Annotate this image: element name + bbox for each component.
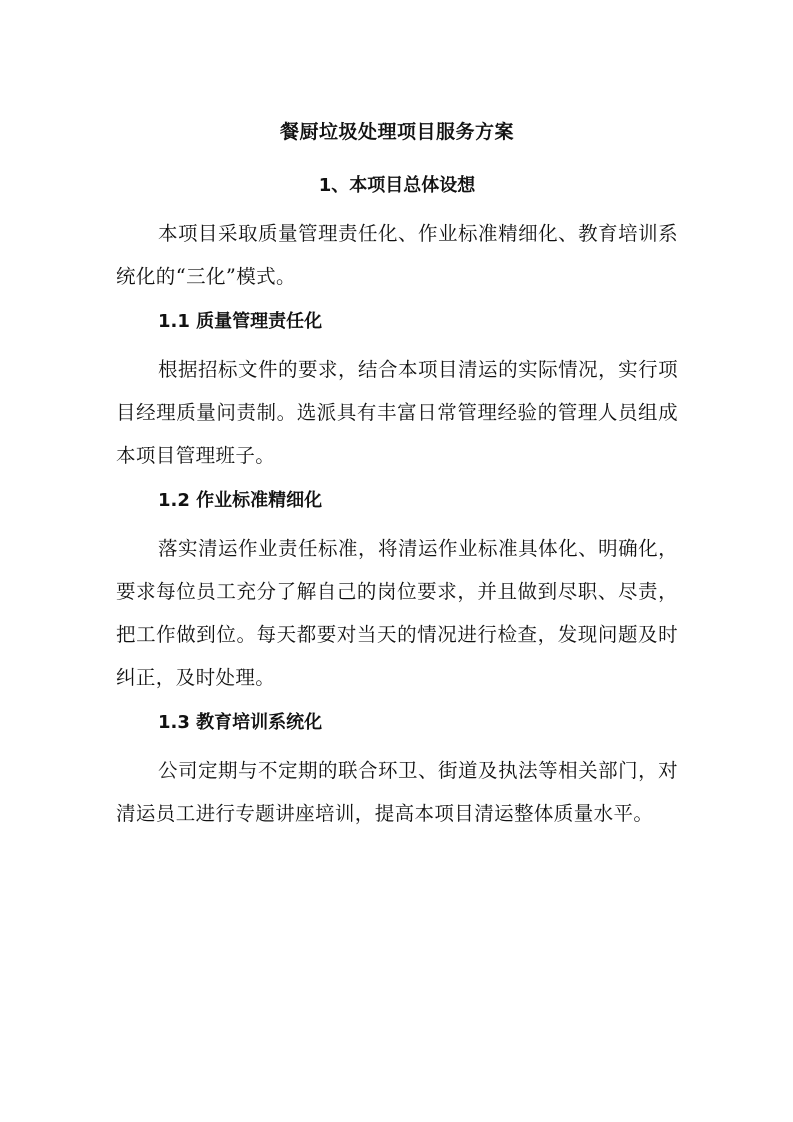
document-title: 餐厨垃圾处理项目服务方案 xyxy=(279,121,514,143)
section-heading-1: 1、本项目总体设想 xyxy=(318,175,476,196)
subsection-paragraph-1-1: 根据招标文件的要求，结合本项目清运的实际情况，实行项目经理质量问责制。选派具有丰富日常管理经验的管理人员组成本项目管理班子。 xyxy=(116,358,678,467)
subsection-heading-1-3: 1.3 教育培训系统化 xyxy=(158,712,323,733)
subsection-paragraph-1-3: 公司定期与不定期的联合环卫、街道及执法等相关部门，对清运员工进行专题讲座培训，提高本项目清运整体质量水平。 xyxy=(116,759,678,825)
subsection-heading-1-1: 1.1 质量管理责任化 xyxy=(158,311,323,332)
document-page xyxy=(116,118,678,837)
section-intro-paragraph: 本项目采取质量管理责任化、作业标准精细化、教育培训系统化的“三化”模式。 xyxy=(116,222,678,288)
subsection-heading-1-2: 1.2 作业标准精细化 xyxy=(158,490,323,511)
subsection-paragraph-1-2: 落实清运作业责任标准，将清运作业标准具体化、明确化，要求每位员工充分了解自己的岗位要求，并且做到尽职、尽责，把工作做到位。每天都要对当天的情况进行检查，发现问题及时纠正，及时处理。 xyxy=(116,537,678,689)
